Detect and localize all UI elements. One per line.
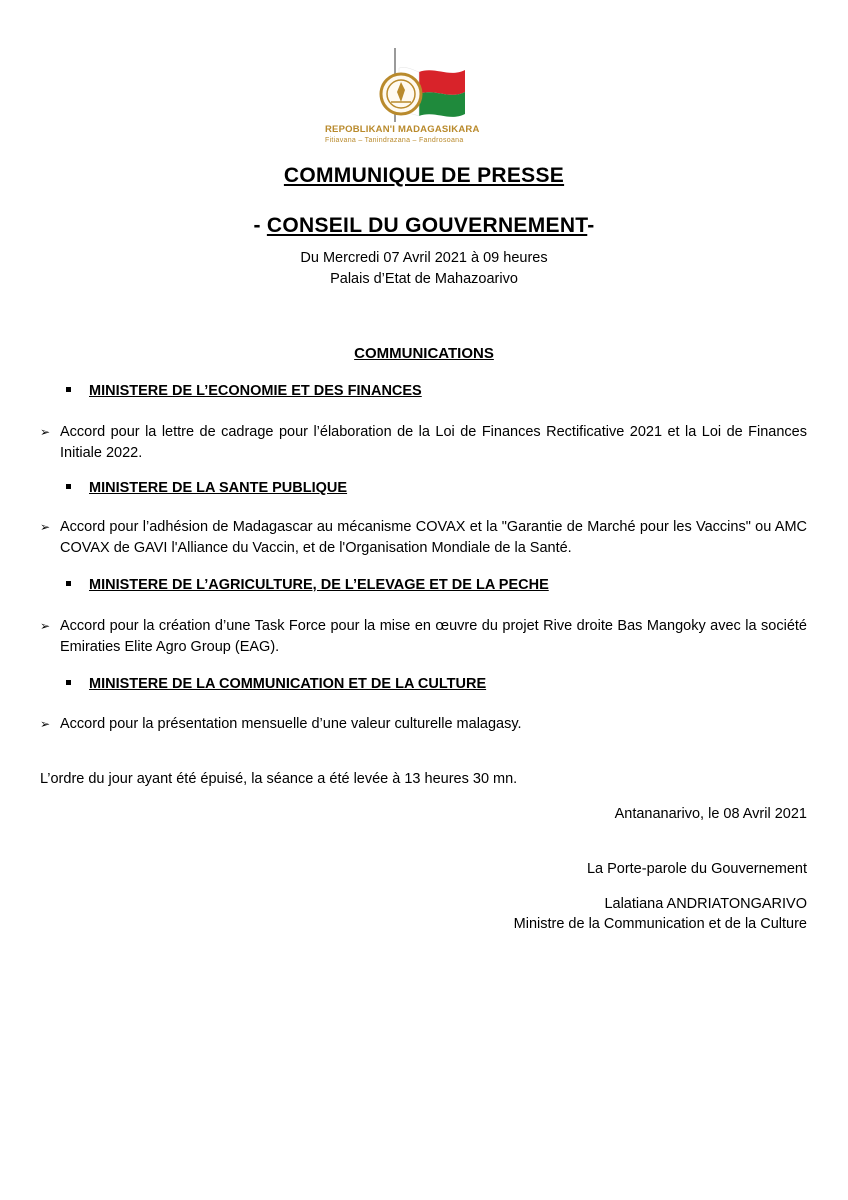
national-emblem-logo xyxy=(325,44,525,152)
signatory-role: La Porte-parole du Gouvernement xyxy=(586,861,807,877)
square-bullet-icon xyxy=(66,387,71,392)
document-title xyxy=(0,164,848,188)
square-bullet-icon xyxy=(66,484,71,489)
ministry-name: MINISTERE DE L’AGRICULTURE, DE L’ELEVAGE ET DE LA PECHE xyxy=(89,577,549,593)
meeting-place: Palais d’Etat de Mahazoarivo xyxy=(330,271,518,287)
decision-text: Accord pour la lettre de cadrage pour l’élaboration de la Loi de Finances Rectificative 2021 et la Loi de Finances Initiale 2022. xyxy=(60,424,807,461)
ministry-name: MINISTERE DE LA SANTE PUBLIQUE xyxy=(89,480,348,496)
decision-item xyxy=(40,422,807,464)
decision-text: Accord pour la création d’une Task Force pour la mise en œuvre du projet Rive droite Bas Mangoky avec la société Emiraties Elite Agro Group (EAG). xyxy=(60,618,807,655)
logo-motto: Fitiavana – Tanindrazana – Fandrosoana xyxy=(325,137,464,144)
arrow-bullet-icon: ➢ xyxy=(40,717,51,731)
signatory-title: Ministre de la Communication et de la Culture xyxy=(513,916,807,932)
decision-item xyxy=(40,517,807,559)
decision-item xyxy=(40,616,807,658)
section-heading: COMMUNICATIONS xyxy=(354,345,494,362)
emblem-with-flag-icon xyxy=(365,44,485,124)
decision-text: Accord pour la présentation mensuelle d’une valeur culturelle malagasy. xyxy=(60,716,522,732)
closing-statement: L’ordre du jour ayant été épuisé, la séance a été levée à 13 heures 30 mn. xyxy=(40,771,518,787)
ministry-heading xyxy=(66,383,422,399)
subtitle-suffix: - xyxy=(587,214,595,237)
place-and-date: Antananarivo, le 08 Avril 2021 xyxy=(614,806,807,822)
ministry-name: MINISTERE DE L’ECONOMIE ET DES FINANCES xyxy=(89,383,422,399)
arrow-bullet-icon: ➢ xyxy=(40,520,51,534)
ministry-heading xyxy=(66,480,347,496)
signatory-name: Lalatiana ANDRIATONGARIVO xyxy=(604,896,807,912)
subtitle-prefix: - xyxy=(253,214,267,237)
ministry-heading xyxy=(66,577,549,593)
decision-text: Accord pour l’adhésion de Madagascar au mécanisme COVAX et la "Garantie de Marché pour les Vaccins" ou AMC COVAX de GAVI l'Alliance du Vaccin, et de l'Organisation Mondiale de la Santé. xyxy=(60,519,807,556)
decision-item xyxy=(40,714,807,735)
logo-title: REPOBLIKAN'I MADAGASIKARA xyxy=(325,124,480,135)
arrow-bullet-icon: ➢ xyxy=(40,619,51,633)
ministry-heading xyxy=(66,676,486,692)
document-title-text: COMMUNIQUE DE PRESSE xyxy=(283,164,565,187)
square-bullet-icon xyxy=(66,581,71,586)
subtitle-text: CONSEIL DU GOUVERNEMENT xyxy=(266,214,588,237)
ministry-name: MINISTERE DE LA COMMUNICATION ET DE LA CULTURE xyxy=(89,676,487,692)
square-bullet-icon xyxy=(66,680,71,685)
meeting-date: Du Mercredi 07 Avril 2021 à 09 heures xyxy=(300,250,548,266)
document-subtitle xyxy=(0,214,848,238)
arrow-bullet-icon: ➢ xyxy=(40,425,51,439)
